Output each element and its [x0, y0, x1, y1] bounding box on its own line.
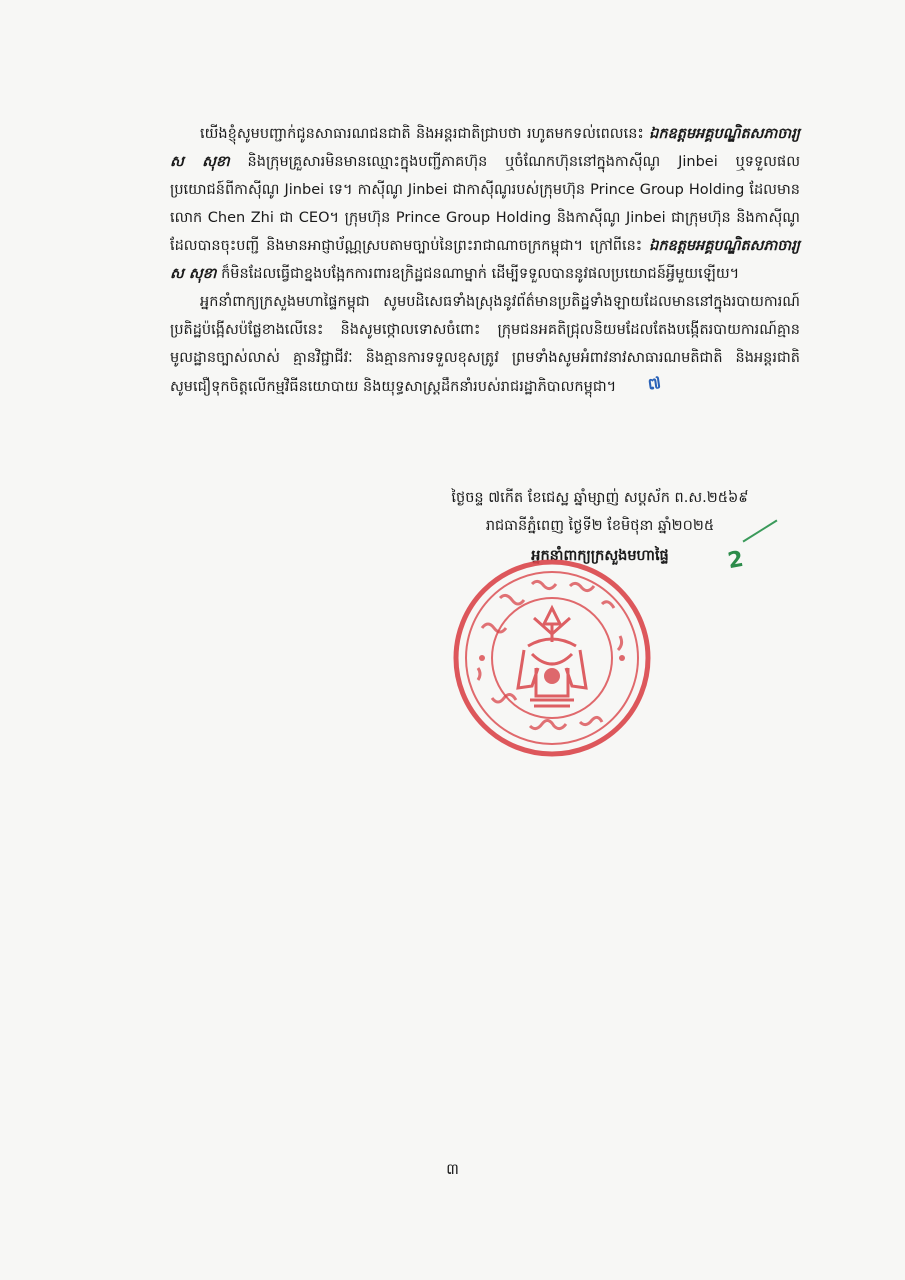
page-number: ៣	[446, 1160, 459, 1178]
text-segment: យើងខ្ញុំសូមបញ្ជាក់ជូនសាធារណជនជាតិ និងអន្តរជាតិជ្រាបថា រហូតមកទល់ពេលនេះ	[200, 126, 650, 142]
paragraph-1	[170, 120, 800, 288]
bold-name: ឯកឧត្តមអគ្គបណ្ឌិតសភាចារ្យ ស សុខា	[170, 126, 800, 170]
solar-date: រាជធានីភ្នំពេញ ថ្ងៃទី២ ខែមិថុនា ឆ្នាំ២០២៥	[485, 518, 715, 534]
text-segment: ក៏មិនដែលធ្វើជាខ្នងបង្អែកការពារឧក្រិដ្ឋជនណាម្នាក់ ដើម្បីទទួលបាននូវផលប្រយោជន៍អ្វីមួយឡើយ។	[216, 266, 740, 282]
handwritten-annotation: ៧	[646, 373, 663, 394]
seal-icon	[452, 558, 652, 758]
document-body	[170, 120, 800, 401]
lunar-date: ថ្ងៃចន្ទ ៧កើត ខែជេស្ឋ ឆ្នាំម្សាញ់ សប្តស័ក ព.ស.២៥៦៩	[451, 490, 749, 506]
text-segment: និងក្រុមគ្រួសារមិនមានឈ្មោះក្នុងបញ្ជីភាគហ៊ុន ឬចំណែកហ៊ុននៅក្នុងកាស៊ីណូ Jinbei ឬទទួលផលប្រយោជន៍ពីកាស៊ីណូ Jinbei ទេ។ កាស៊ីណូ Jinbei ជាកាស៊ីណូរបស់ក្រុមហ៊ុន Prince Group Holding ដែលមានលោក Chen Zhi ជា CEO។ ក្រុមហ៊ុន Prince Group Holding និងកាស៊ីណូ Jinbei ជាក្រុមហ៊ុន និងកាស៊ីណូដែលបានចុះបញ្ជី និងមានអាជ្ញាប័ណ្ណស្របតាមច្បាប់នៃព្រះរាជាណាចក្រកម្ពុជា។ ក្រៅពីនេះ	[170, 154, 800, 254]
text-segment: អ្នកនាំពាក្យក្រសួងមហាផ្ទៃកម្ពុជា សូមបដិសេធទាំងស្រុងនូវព័ត៌មានប្រតិដ្ឋទាំងឡាយដែលមាននៅក្នុងរបាយការណ៍ប្រតិដ្ឋប៉ង្អើសប៉ផ្លែខាងលើនេះ និងសូមថ្កោលទោសចំពោះ ក្រុមជនអគតិជ្រុលនិយមដែលតែងបង្កើតរបាយការណ៍គ្មានមូលដ្ឋានច្បាស់លាស់ គ្មានវិជ្ជាជីវៈ និងគ្មានការទទួលខុសត្រូវ ព្រមទាំងសូមអំពាវនាវសាធារណមតិជាតិ និងអន្តរជាតិ សូមជឿទុកចិត្តលើកម្មវិធីនយោបាយ និងយុទ្ធសាស្ត្រដឹកនាំរបស់រាជរដ្ឋាភិបាលកម្ពុជា។	[170, 294, 800, 395]
signature-mark: 2	[725, 546, 746, 575]
paragraph-2	[170, 288, 800, 401]
signer-title: អ្នកនាំពាក្យក្រសួងមហាផ្ទៃ	[531, 548, 669, 564]
bold-name: ឯកឧត្តមអគ្គបណ្ឌិតសភាចារ្យ ស សុខា	[170, 238, 800, 282]
